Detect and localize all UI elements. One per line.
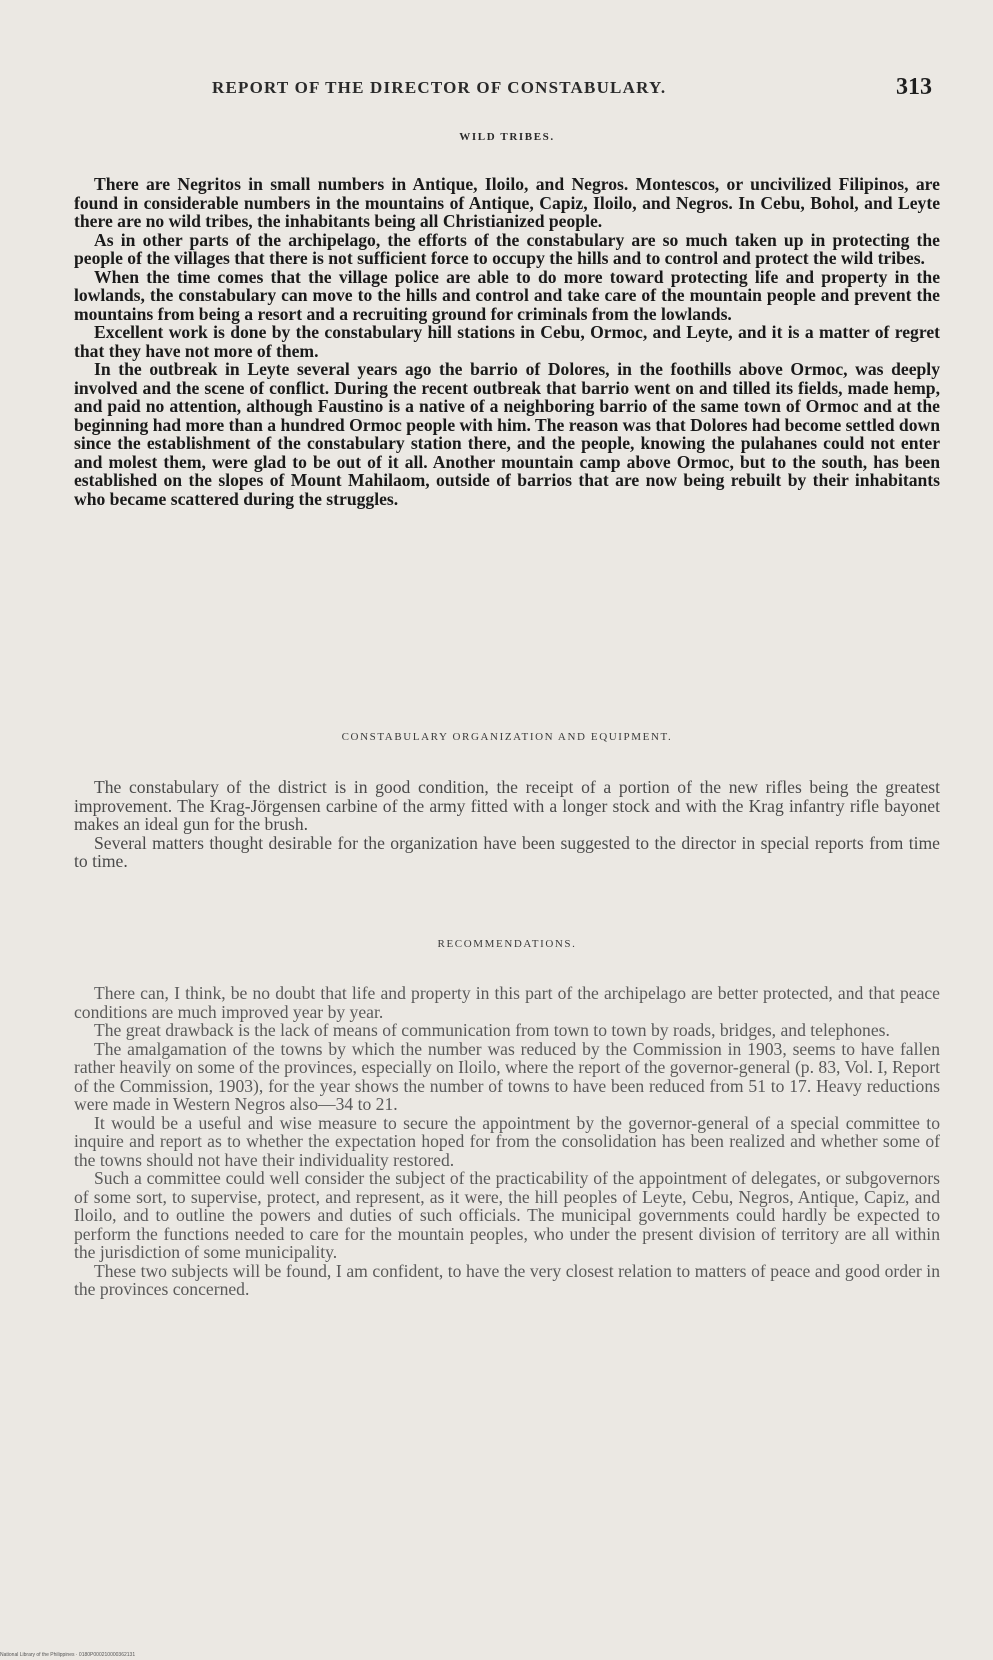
paragraph: Excellent work is done by the constabulary hill stations in Cebu, Ormoc, and Leyte, and it is a matter of regret that they have not more of them. [74, 322, 940, 361]
paragraph: It would be a useful and wise measure to secure the appointment by the governor-general of a special committee to inquire and report as to whether the expectation hoped for from the consolidation has been realized and whether some of the towns should not have their individuality restored. [74, 1112, 940, 1170]
section-heading-organization: CONSTABULARY ORGANIZATION AND EQUIPMENT. [341, 731, 673, 743]
scan-credit: National Library of the Philippines · 0180P000210000362131 [0, 1652, 136, 1658]
section-heading-wild-tribes: WILD TRIBES. [459, 131, 555, 143]
page-number: 313 [896, 74, 932, 100]
section-organization [74, 778, 940, 871]
running-head: REPORT OF THE DIRECTOR OF CONSTABULARY. [212, 78, 667, 97]
paragraph: When the time comes that the village police are able to do more toward protecting life and property in the lowlands, the constabulary can move to the hills and control and take care of the mountain people and prevent the mountains from being a resort and a recruiting ground for criminals from the lowlands. [74, 266, 940, 324]
section-heading-recommendations: RECOMMENDATIONS. [437, 938, 577, 950]
paragraph: Such a committee could well consider the subject of the practicability of the appointment of delegates, or subgovernors of some sort, to supervise, protect, and represent, as it were, the hill peoples of Leyte, Cebu, Negros, Antique, Capiz, and Iloilo, and to outline the powers and duties of such officials. The municipal governments could hardly be expected to perform the functions needed to care for the mountain peoples, who under the present division of territory are all within the jurisdiction of some municipality. [74, 1168, 940, 1262]
paragraph: There are Negritos in small numbers in Antique, Iloilo, and Negros. Montescos, or uncivilized Filipinos, are found in considerable numbers in the mountains of Antique, Capiz, Iloilo, and Negros. In Cebu, Bohol, and Leyte there are no wild tribes, the inhabitants being all Christianized people. [74, 174, 940, 231]
page-header [74, 70, 940, 110]
paragraph: In the outbreak in Leyte several years ago the barrio of Dolores, in the foothills above Ormoc, was deeply involved and the scene of conflict. During the recent outbreak that barrio went on and tilled its fields, made hemp, and paid no attention, although Faustino is a native of a neighboring barrio of the same town of Ormoc and at the beginning had more than a hundred Ormoc people with him. The reason was that Dolores had become settled down since the establishment of the constabulary station there, and the people, knowing the pulahanes could not enter and molest them, were glad to be out of it all. Another mountain camp above Ormoc, but to the south, has been established on the slopes of Mount Mahilaom, outside of barrios that are now being rebuilt by their inhabitants who became scattered during the struggles. [74, 359, 940, 509]
paragraph: The amalgamation of the towns by which the number was reduced by the Commission in 1903, seems to have fallen rather heavily on some of the provinces, especially on Iloilo, where the report of the governor-general (p. 83, Vol. I, Report of the Commission, 1903), for the year shows the number of towns to have been reduced from 51 to 17. Heavy reductions were made in Western Negros also—34 to 21. [74, 1038, 940, 1114]
section-wild-tribes [74, 175, 940, 508]
paragraph: As in other parts of the archipelago, the efforts of the constabulary are so much taken up in protecting the people of the villages that there is not sufficient force to occupy the hills and to control and protect the wild tribes. [74, 229, 940, 268]
paragraph: The great drawback is the lack of means of communication from town to town by roads, bridges, and telephones. [94, 1020, 890, 1040]
paragraph: Several matters thought desirable for the organization have been suggested to the director in special reports from time to time. [74, 832, 940, 871]
paragraph: These two subjects will be found, I am confident, to have the very closest relation to matters of peace and good order in the provinces concerned. [74, 1260, 940, 1299]
paragraph: There can, I think, be no doubt that life and property in this part of the archipelago are better protected, and that peace conditions are much improved year by year. [74, 983, 940, 1022]
section-recommendations [74, 984, 940, 1299]
paragraph: The constabulary of the district is in good condition, the receipt of a portion of the new rifles being the greatest improvement. The Krag-Jörgensen carbine of the army fitted with a longer stock and with the Krag infantry rifle bayonet makes an ideal gun for the brush. [74, 777, 940, 834]
